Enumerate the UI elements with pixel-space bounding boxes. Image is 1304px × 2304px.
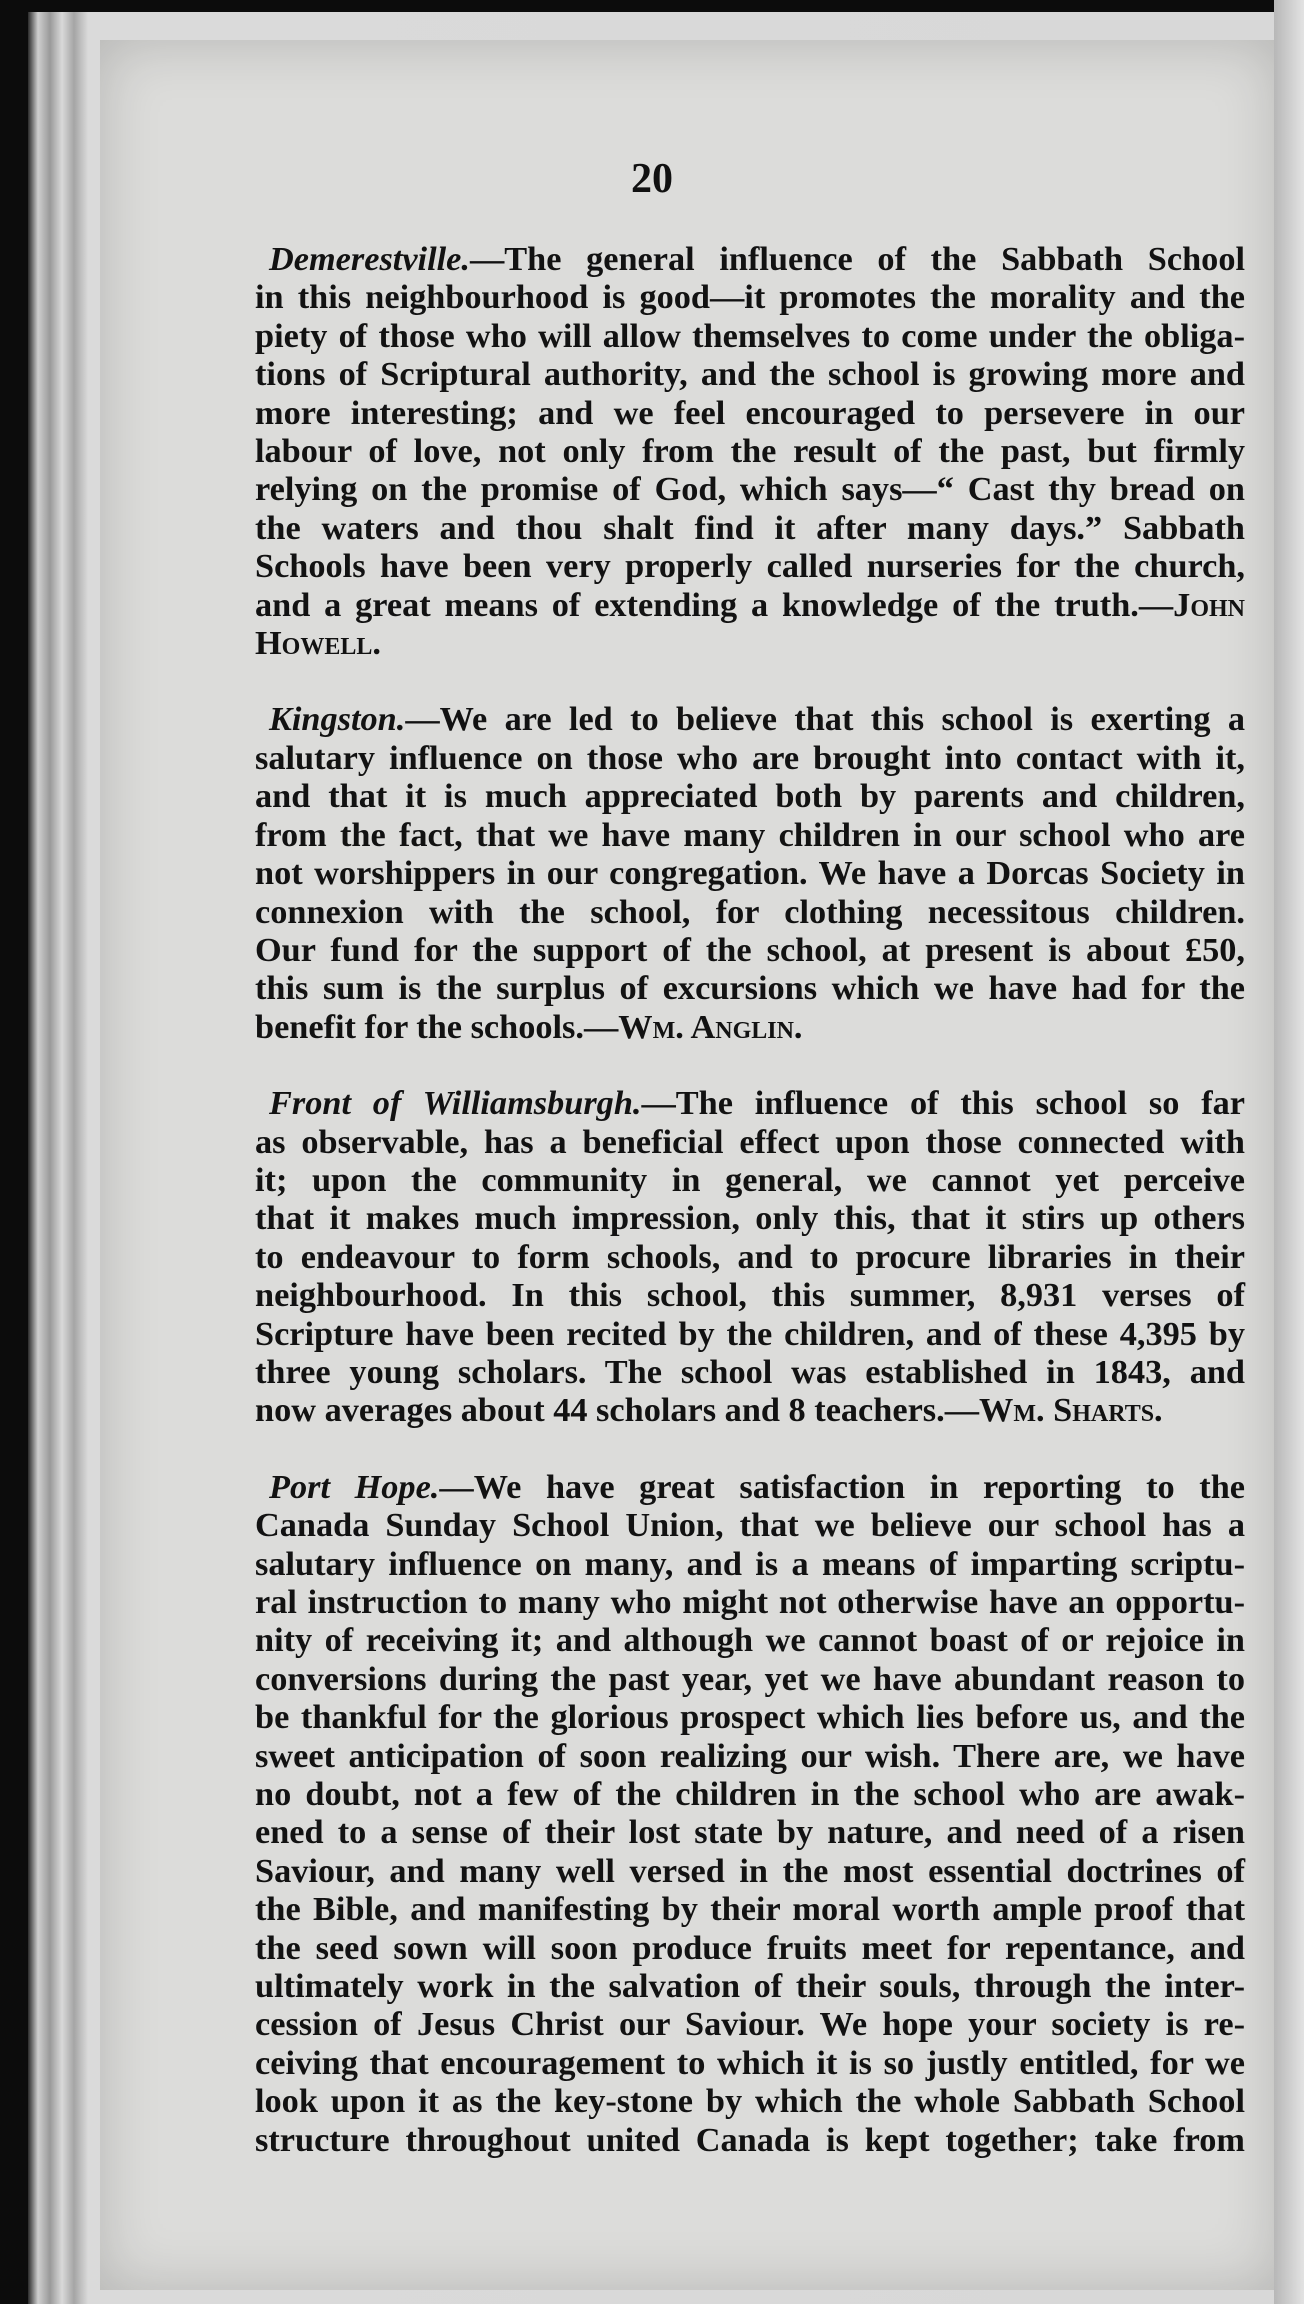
text-span: now averages about 44 scholars and 8 teachers.— xyxy=(255,1391,980,1430)
text-line: salutary influence on those who are brought into contact with it, xyxy=(255,738,1245,777)
text-span: —The general influence of the Sabbath School xyxy=(469,240,1245,278)
text-line: ultimately work in the salvation of their souls, through the inter- xyxy=(255,1967,1245,2006)
text-line: connexion with the school, for clothing necessitous children. xyxy=(255,892,1245,931)
text-line: Schools have been very properly called nurseries for the church, xyxy=(255,547,1245,586)
signature-first: John xyxy=(1173,585,1245,624)
text-line: look upon it as the key-stone by which the whole Sabbath School xyxy=(255,2082,1245,2121)
text-line: to endeavour to form schools, and to procure libraries in their xyxy=(255,1237,1245,1276)
place-name: Demerestville. xyxy=(269,240,470,278)
text-line xyxy=(255,1391,1245,1429)
text-line: tions of Scriptural authority, and the school is growing more and xyxy=(255,355,1245,394)
text-line xyxy=(255,624,1245,662)
text-line: in this neighbourhood is good—it promotes the morality and the xyxy=(255,278,1245,317)
report-entry-front-of-williamsburgh xyxy=(255,1084,1245,1430)
text-line: Canada Sunday School Union, that we believe our school has a xyxy=(255,1506,1245,1545)
text-line: the waters and thou shalt find it after many days.” Sabbath xyxy=(255,508,1245,547)
text-line: ral instruction to many who might not otherwise have an opportu- xyxy=(255,1583,1245,1621)
text-line: the Bible, and manifesting by their moral worth ample proof that xyxy=(255,1890,1245,1929)
text-line: no doubt, not a few of the children in the school who are awak- xyxy=(255,1775,1245,1814)
page-number: 20 xyxy=(631,156,673,202)
text-span: —The influence of this school so far xyxy=(641,1084,1245,1123)
body-text xyxy=(255,240,1245,2197)
text-line: nity of receiving it; and although we cannot boast of or rejoice in xyxy=(255,1621,1245,1660)
text-line: cession of Jesus Christ our Saviour. We hope your society is re- xyxy=(255,2005,1245,2044)
text-line: it; upon the community in general, we cannot yet perceive xyxy=(255,1160,1245,1199)
text-line: this sum is the surplus of excursions which we have had for the xyxy=(255,969,1245,1008)
text-line: relying on the promise of God, which says—“ Cast thy bread on xyxy=(255,470,1245,509)
text-line: ceiving that encouragement to which it is so justly entitled, for we xyxy=(255,2043,1245,2082)
signature: Wm. Sharts. xyxy=(979,1391,1163,1430)
text-line xyxy=(255,1008,1245,1046)
report-entry-kingston xyxy=(255,700,1245,1046)
place-name: Port Hope. xyxy=(269,1467,440,1506)
text-line: piety of those who will allow themselves to come under the obliga- xyxy=(255,316,1245,355)
text-line: three young scholars. The school was established in 1843, and xyxy=(255,1352,1245,1391)
text-line: as observable, has a beneficial effect upon those connected with xyxy=(255,1122,1245,1161)
text-line: Our fund for the support of the school, at present is about £50, xyxy=(255,930,1245,969)
text-line: neighbourhood. In this school, this summer, 8,931 verses of xyxy=(255,1276,1245,1315)
text-line: structure throughout united Canada is kept together; take from xyxy=(255,2120,1245,2159)
text-line xyxy=(255,700,1245,738)
text-span: —We are led to believe that this school is exerting a xyxy=(405,700,1245,739)
text-line: Scripture have been recited by the children, and of these 4,395 by xyxy=(255,1314,1245,1353)
text-line: be thankful for the glorious prospect which lies before us, and the xyxy=(255,1698,1245,1737)
text-line xyxy=(255,586,1245,624)
text-line: conversions during the past year, yet we have abundant reason to xyxy=(255,1659,1245,1698)
text-line xyxy=(255,1468,1245,1506)
text-span: benefit for the schools.— xyxy=(255,1007,619,1046)
facing-page-edge xyxy=(1274,0,1304,2304)
place-name: Front of Williamsburgh. xyxy=(269,1084,642,1123)
place-name: Kingston. xyxy=(269,700,406,739)
text-line: not worshippers in our congregation. We have a Dorcas Society in xyxy=(255,854,1245,893)
text-line: the seed sown will soon produce fruits meet for repentance, and xyxy=(255,1928,1245,1967)
report-entry-port-hope xyxy=(255,1468,1245,2159)
text-line xyxy=(255,1084,1245,1122)
text-line: more interesting; and we feel encouraged to persevere in our xyxy=(255,393,1245,432)
text-line: sweet anticipation of soon realizing our wish. There are, we have xyxy=(255,1736,1245,1775)
text-line: ened to a sense of their lost state by nature, and need of a risen xyxy=(255,1813,1245,1852)
text-line: and that it is much appreciated both by parents and children, xyxy=(255,777,1245,816)
signature: Wm. Anglin. xyxy=(618,1007,803,1046)
text-line: that it makes much impression, only this, that it stirs up others xyxy=(255,1199,1245,1238)
text-line: labour of love, not only from the result of the past, but firmly xyxy=(255,432,1245,471)
text-line xyxy=(255,240,1245,278)
text-span: and a great means of extending a knowledge of the truth.— xyxy=(255,585,1174,624)
text-span: —We have great satisfaction in reporting to the xyxy=(439,1467,1245,1506)
text-line: Saviour, and many well versed in the most essential doctrines of xyxy=(255,1851,1245,1890)
text-line: salutary influence on many, and is a means of imparting scriptu- xyxy=(255,1544,1245,1583)
signature-second: Howell. xyxy=(255,624,381,663)
report-entry-demerestville xyxy=(255,240,1245,662)
text-line: from the fact, that we have many children in our school who are xyxy=(255,815,1245,854)
